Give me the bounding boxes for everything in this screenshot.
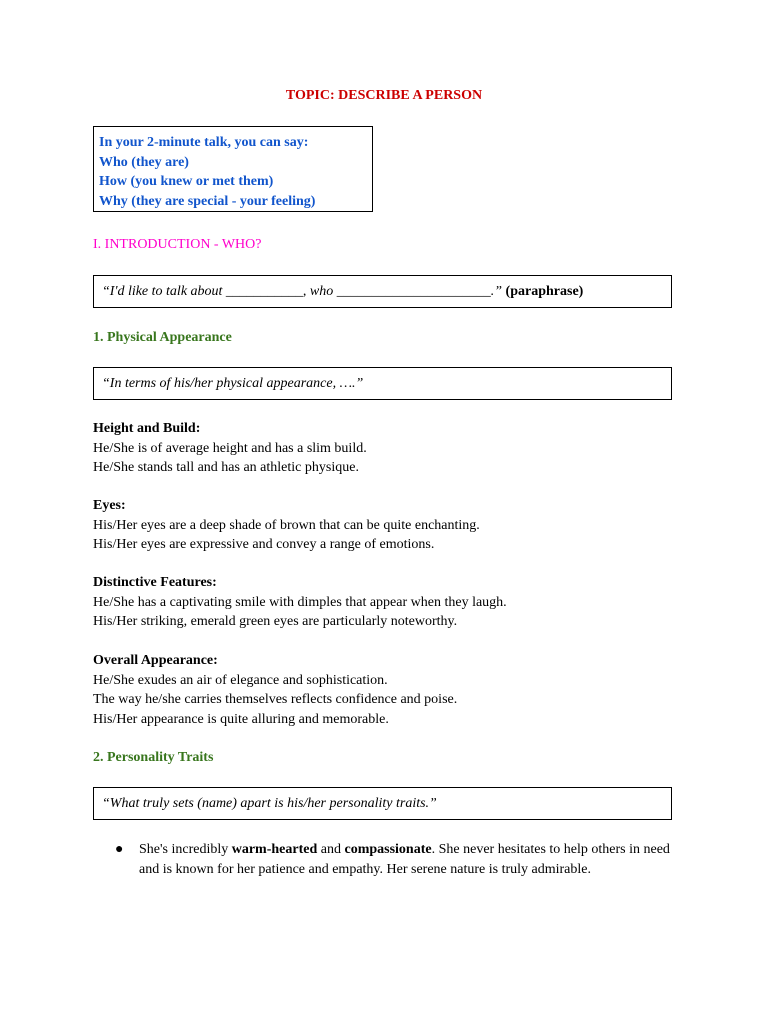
bullet-text: She's incredibly bbox=[139, 842, 232, 857]
prompt-line: In your 2-minute talk, you can say: bbox=[99, 135, 309, 150]
physical-quote: “In terms of his/her physical appearance, ….” bbox=[102, 375, 364, 391]
height-build-section bbox=[93, 419, 367, 478]
intro-quote-box bbox=[93, 275, 672, 308]
page-title: TOPIC: DESCRIBE A PERSON bbox=[285, 88, 483, 103]
section-label: Height and Build: bbox=[93, 421, 201, 436]
personality-bullet-list bbox=[93, 840, 673, 879]
section-label: Overall Appearance: bbox=[93, 653, 218, 668]
eyes-section bbox=[93, 496, 480, 555]
section-line: He/She exudes an air of elegance and sophistication. bbox=[93, 672, 388, 688]
bullet-marker: ● bbox=[115, 842, 124, 857]
section-label: Eyes: bbox=[93, 498, 126, 513]
physical-quote-box bbox=[93, 367, 672, 400]
prompt-line: How (you knew or met them) bbox=[99, 174, 274, 189]
intro-heading: I. INTRODUCTION - WHO? bbox=[93, 237, 262, 252]
section-line: He/She stands tall and has an athletic physique. bbox=[93, 460, 359, 475]
section-line: He/She is of average height and has a slim build. bbox=[93, 440, 367, 456]
section-line: The way he/she carries themselves reflects confidence and poise. bbox=[93, 692, 458, 707]
prompt-box bbox=[93, 126, 373, 212]
overall-appearance-section bbox=[93, 651, 457, 729]
section-label: Distinctive Features: bbox=[93, 575, 217, 590]
distinctive-features-section bbox=[93, 573, 507, 632]
list-item bbox=[93, 840, 673, 879]
section-line: His/Her eyes are expressive and convey a range of emotions. bbox=[93, 537, 435, 552]
bullet-bold-term: compassionate bbox=[344, 842, 432, 857]
section-line: His/Her striking, emerald green eyes are particularly noteworthy. bbox=[93, 614, 458, 629]
bullet-bold-term: warm-hearted bbox=[231, 842, 318, 857]
bullet-text: . She never hesitates to help others in need and is known for her patience and empathy. Her serene nature is truly admirable. bbox=[139, 842, 670, 877]
section-line: His/Her appearance is quite alluring and memorable. bbox=[93, 711, 389, 727]
paraphrase-note: (paraphrase) bbox=[502, 283, 584, 299]
physical-heading: 1. Physical Appearance bbox=[93, 330, 232, 345]
prompt-line: Who (they are) bbox=[99, 154, 189, 170]
personality-heading: 2. Personality Traits bbox=[93, 750, 214, 765]
bullet-text: and bbox=[317, 842, 345, 857]
intro-quote: “I'd like to talk about ___________, who ______________________.” bbox=[102, 283, 503, 299]
section-line: He/She has a captivating smile with dimples that appear when they laugh. bbox=[93, 594, 507, 610]
section-line: His/Her eyes are a deep shade of brown that can be quite enchanting. bbox=[93, 517, 480, 533]
personality-quote-box bbox=[93, 787, 672, 820]
personality-quote: “What truly sets (name) apart is his/her personality traits.” bbox=[102, 795, 437, 811]
prompt-line: Why (they are special - your feeling) bbox=[99, 193, 316, 209]
